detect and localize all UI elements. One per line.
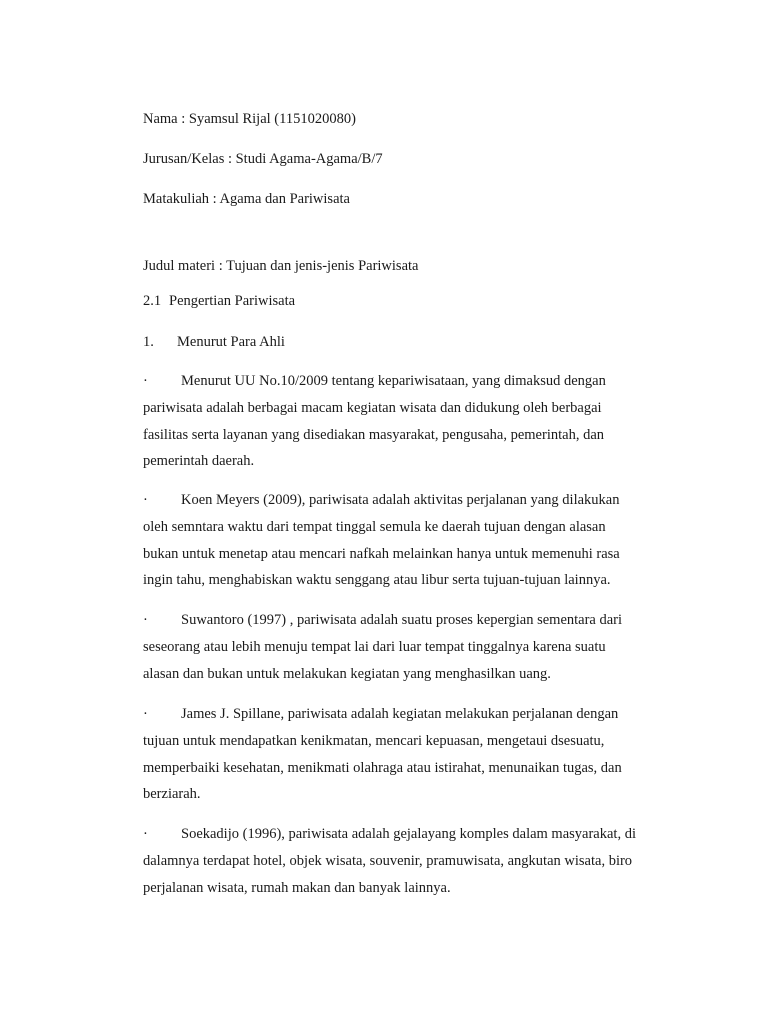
course-name: Matakuliah : Agama dan Pariwisata xyxy=(143,191,350,207)
paragraph-line: tujuan untuk mendapatkan kenikmatan, mencari kepuasan, mengetaui dsesuatu, xyxy=(143,732,605,749)
definition-paragraph xyxy=(143,821,663,901)
definition-paragraph xyxy=(143,607,663,687)
paragraph-line: dalamnya terdapat hotel, objek wisata, souvenir, pramuwisata, angkutan wisata, biro xyxy=(143,852,633,869)
paragraph-line: pemerintah daerah. xyxy=(143,453,255,470)
student-major-class: Jurusan/Kelas : Studi Agama-Agama/B/7 xyxy=(143,151,383,167)
paragraph-line: Koen Meyers (2009), pariwisata adalah aktivitas perjalanan yang dilakukan xyxy=(181,492,620,508)
paragraph-line: memperbaiki kesehatan, menikmati olahraga atau istirahat, menunaikan tugas, dan xyxy=(143,759,622,776)
section-title: Pengertian Pariwisata xyxy=(169,293,296,309)
paragraph-line: Soekadijo (1996), pariwisata adalah gejalayang komples dalam masyarakat, di xyxy=(181,826,636,842)
subsection-number: 1. xyxy=(143,334,154,350)
paragraph-line: Suwantoro (1997) , pariwisata adalah suatu proses kepergian sementara dari xyxy=(181,612,623,628)
bullet-dot: · xyxy=(143,706,148,722)
bullet-dot: · xyxy=(143,612,148,628)
subsection-heading xyxy=(143,335,285,350)
paragraph-line: pariwisata adalah berbagai macam kegiatan wisata dan didukung oleh berbagai xyxy=(143,399,602,416)
material-title: Judul materi : Tujuan dan jenis-jenis Pariwisata xyxy=(143,258,419,274)
paragraph-line: oleh semntara waktu dari tempat tinggal semula ke daerah tujuan dengan alasan xyxy=(143,518,606,535)
paragraph-line: perjalanan wisata, rumah makan dan banyak lainnya. xyxy=(143,879,451,896)
paragraph-line: alasan dan bukan untuk melakukan kegiatan yang menghasilkan uang. xyxy=(143,665,551,682)
paragraph-line: James J. Spillane, pariwisata adalah kegiatan melakukan perjalanan dengan xyxy=(181,706,619,722)
student-name: Nama : Syamsul Rijal (1151020080) xyxy=(143,111,356,127)
paragraph-line: ingin tahu, menghabiskan waktu senggang atau libur serta tujuan-tujuan lainnya. xyxy=(143,572,611,589)
paragraph-line: berziarah. xyxy=(143,786,201,803)
paragraph-line: seseorang atau lebih menuju tempat lai dari luar tempat tinggalnya karena suatu xyxy=(143,638,606,655)
subsection-title: Menurut Para Ahli xyxy=(177,334,285,350)
bullet-dot: · xyxy=(143,826,148,842)
definition-paragraph xyxy=(143,701,663,808)
definition-paragraph xyxy=(143,487,663,594)
section-heading xyxy=(143,294,295,309)
bullet-dot: · xyxy=(143,492,148,508)
paragraph-line: fasilitas serta layanan yang disediakan masyarakat, pengusaha, pemerintah, dan xyxy=(143,426,605,443)
bullet-dot: · xyxy=(143,373,148,389)
paragraph-line: Menurut UU No.10/2009 tentang kepariwisataan, yang dimaksud dengan xyxy=(181,373,606,389)
section-number: 2.1 xyxy=(143,293,162,309)
paragraph-line: bukan untuk menetap atau mencari nafkah melainkan hanya untuk memenuhi rasa xyxy=(143,545,620,562)
definition-paragraph xyxy=(143,368,663,475)
